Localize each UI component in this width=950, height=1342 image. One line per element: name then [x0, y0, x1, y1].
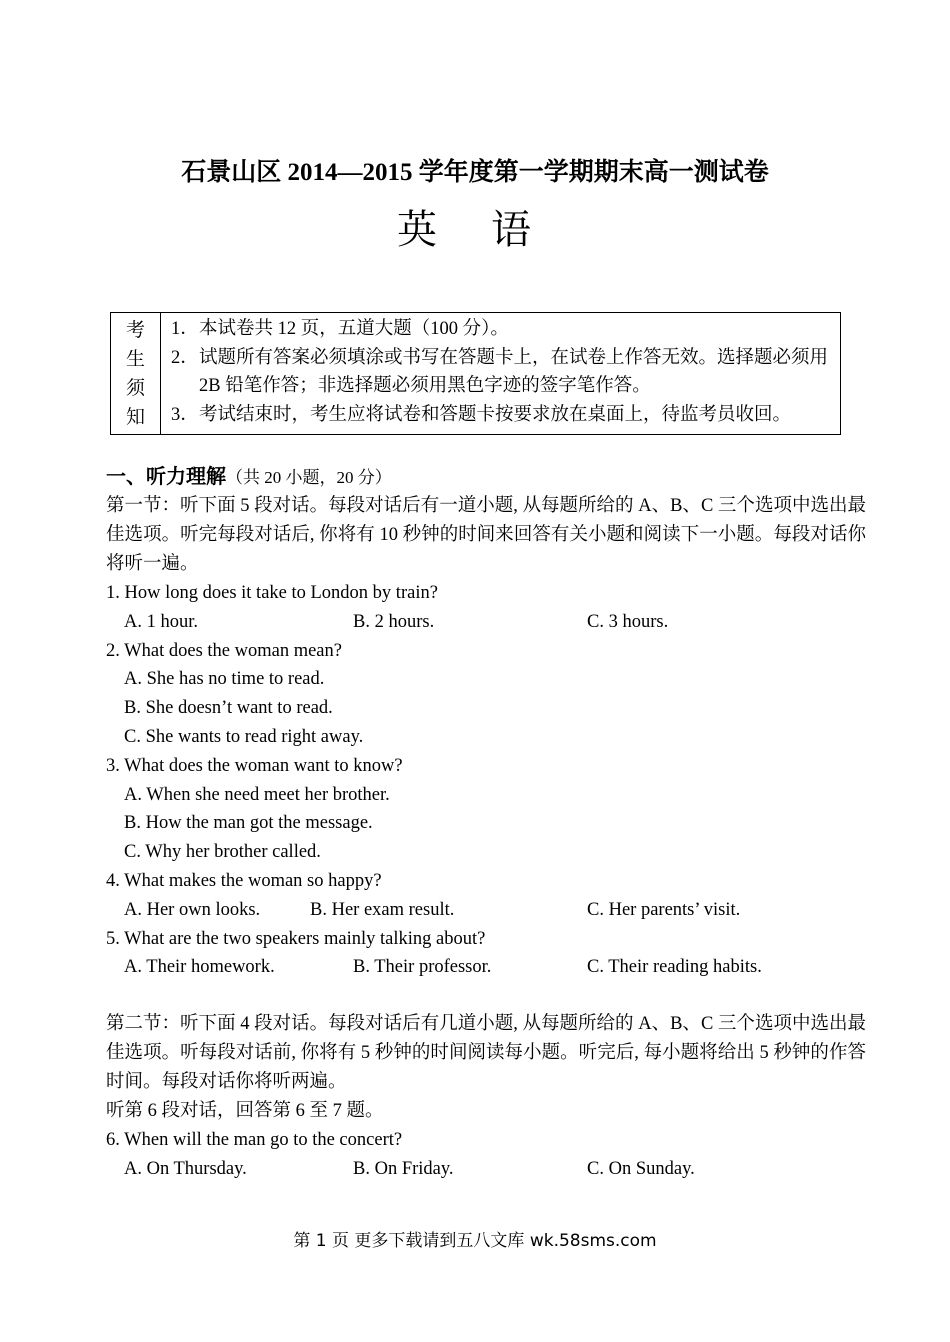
- question-options-row: [106, 1155, 866, 1184]
- option-c: C. Why her brother called.: [124, 842, 321, 863]
- option-a: A. Their homework.: [124, 957, 275, 978]
- listening-section: [106, 462, 866, 1184]
- notice-item-text: 考试结束时，考生应将试卷和答题卡按要求放在桌面上，待监考员收回。: [199, 404, 792, 425]
- option-c: C. Her parents’ visit.: [587, 899, 741, 920]
- notice-item-number: 2．: [171, 347, 199, 368]
- option-c: C. Their reading habits.: [587, 957, 762, 978]
- notice-item-text: 试题所有答案必须填涂或书写在答题卡上，在试卷上作答无效。选择题必须用 2B 铅笔作答；非选择题必须用黑色字迹的签字笔作答。: [199, 347, 829, 396]
- dialog-instruction: 听第 6 段对话，回答第 6 至 7 题。: [106, 1101, 384, 1122]
- question-stem: 6. When will the man go to the concert?: [106, 1129, 403, 1150]
- option-c: C. She wants to read right away.: [124, 726, 364, 747]
- notice-heading-char: 生: [125, 348, 145, 370]
- notice-item: [171, 344, 840, 401]
- notice-item-number: 1．: [171, 319, 199, 339]
- exam-title: 石景山区 2014—2015 学年度第一学期期末高一测试卷: [181, 159, 769, 186]
- option-b: B. Her exam result.: [310, 899, 455, 920]
- question-stem: 4. What makes the woman so happy?: [106, 870, 382, 891]
- notice-item: [171, 315, 840, 344]
- exam-subject: 英 语: [397, 207, 553, 252]
- question-stem: 3. What does the woman want to know?: [106, 755, 403, 776]
- notice-item: [171, 401, 840, 430]
- option-a: A. 1 hour.: [124, 611, 198, 632]
- notice-item-number: 3．: [171, 404, 199, 425]
- option-b: B. 2 hours.: [353, 611, 435, 632]
- option-b: B. On Friday.: [353, 1158, 454, 1179]
- question-options-row: [106, 953, 866, 982]
- option-b: B. She doesn’t want to read.: [124, 698, 333, 719]
- part1-instructions: 第一节：听下面 5 段对话。每段对话后有一道小题, 从每题所给的 A、B、C 三个选项中选出最佳选项。听完每段对话后, 你将有 10 秒钟的时间来回答有关小题和阅读下一小题。每段对话你将听一遍。: [106, 496, 866, 574]
- option-a: A. On Thursday.: [124, 1158, 247, 1179]
- notice-heading-char: 考: [125, 319, 145, 341]
- notice-body: [161, 313, 840, 434]
- page-footer: 第 1 页 更多下载请到五八文库 wk.58sms.com: [293, 1231, 657, 1251]
- question-options-row: [106, 896, 866, 925]
- section-points: （共 20 小题，20 分）: [226, 468, 392, 487]
- notice-heading: [111, 313, 161, 434]
- option-b: B. How the man got the message.: [124, 813, 373, 834]
- section-heading: [106, 462, 866, 492]
- option-b: B. Their professor.: [353, 957, 492, 978]
- option-c: C. On Sunday.: [587, 1158, 695, 1179]
- candidate-notice-box: [110, 312, 841, 435]
- part2-instructions: 第二节：听下面 4 段对话。每段对话后有几道小题, 从每题所给的 A、B、C 三个选项中选出最佳选项。听每段对话前, 你将有 5 秒钟的时间阅读每小题。听完后, 每小题将给出 5 秒钟的作答时间。每段对话你将听两遍。: [106, 1014, 866, 1093]
- notice-heading-char: 知: [125, 406, 145, 428]
- notice-item-text: 本试卷共 12 页，五道大题（100 分）。: [199, 319, 509, 339]
- question-stem: 1. How long does it take to London by train?: [106, 583, 438, 603]
- option-c: C. 3 hours.: [587, 611, 669, 632]
- question-stem: 5. What are the two speakers mainly talking about?: [106, 928, 486, 949]
- question-stem: 2. What does the woman mean?: [106, 640, 342, 661]
- option-a: A. Her own looks.: [124, 899, 261, 920]
- spacer: [106, 982, 866, 1010]
- question-options-row: [106, 608, 866, 637]
- option-a: A. When she need meet her brother.: [124, 784, 390, 805]
- notice-heading-char: 须: [125, 377, 145, 399]
- option-a: A. She has no time to read.: [124, 669, 325, 690]
- section-title: 一、听力理解: [106, 466, 226, 488]
